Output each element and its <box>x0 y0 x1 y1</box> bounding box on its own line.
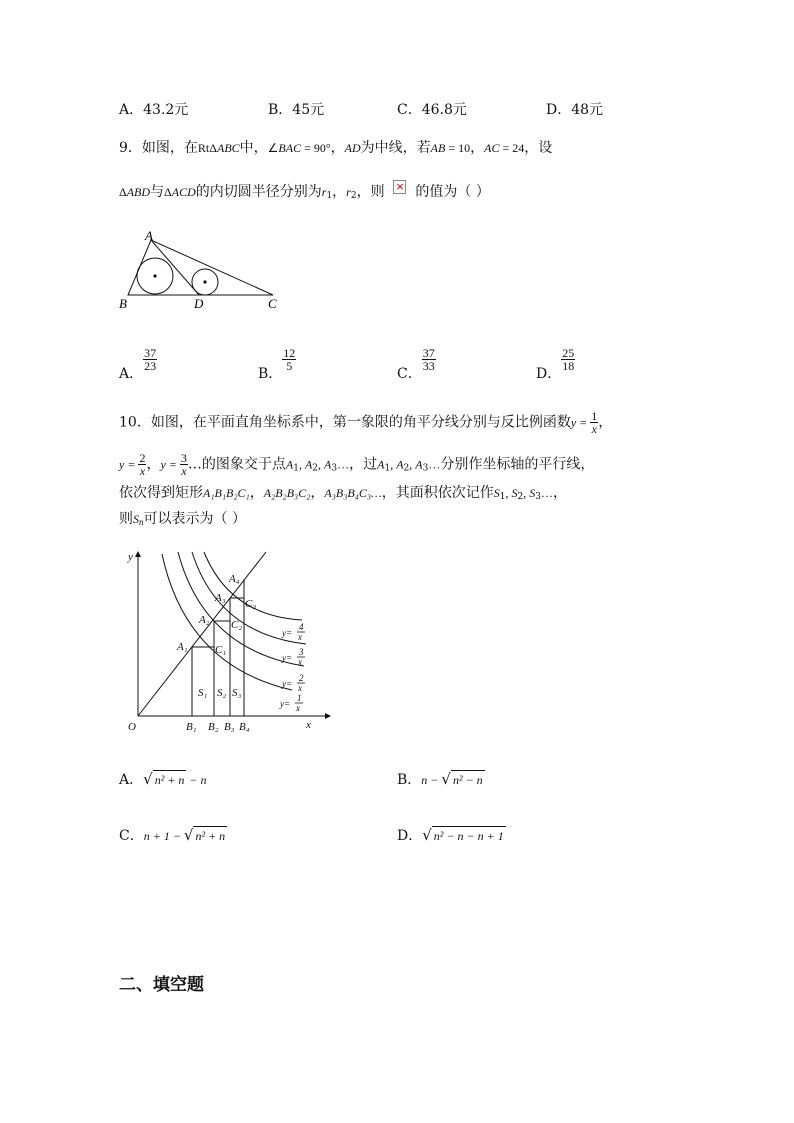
q10-line2: y = $\frac{2}{x}$ ，y = $\frac{3}{x}$ …的图象交于点$A_1$, $A_2$, $A_3\dots$，过$A_1$, $A_2$, $A_3\dots$分别作坐标轴的平行线， <box>119 451 595 478</box>
q9-line1: 9．如图，在RtΔABC中，∠BAC = 90°，AD为中线，若AB = 10，AC = 24，设 <box>119 140 553 156</box>
section-heading: 二、填空题 <box>119 975 204 995</box>
label-y: y <box>128 551 133 563</box>
label-o: O <box>128 721 136 733</box>
curve-label-1-num: 1 <box>297 693 302 703</box>
q8-option-c: C．46.8元 <box>397 102 467 118</box>
q10-option-c: C．n + 1 − √ n² + n <box>119 826 226 844</box>
q8-option-d: D．48元 <box>546 102 604 118</box>
label-a: A <box>145 228 153 243</box>
curve-label-3-num: 3 <box>299 647 304 657</box>
label-c1: C₁ <box>215 644 227 656</box>
label-c3: C₃ <box>245 598 257 610</box>
curve-label-2-lhs: y= <box>282 679 293 689</box>
q10-line4: 则$S_n$可以表示为（ ） <box>119 511 246 527</box>
q9-option-b: B． $\frac{12}{5}$ <box>258 346 296 382</box>
q9-option-c: C． $\frac{37}{33}$ <box>397 346 435 382</box>
label-c2: C₂ <box>231 619 243 631</box>
label-s3: S₃ <box>232 687 242 699</box>
curve-label-2-num: 2 <box>299 673 304 683</box>
curve-label-1-lhs: y= <box>280 699 291 709</box>
label-b2: B₂ <box>208 721 219 733</box>
label-b3: B₃ <box>224 721 235 733</box>
median-ad <box>151 240 199 295</box>
q9-option-d: D． $\frac{25}{18}$ <box>536 346 575 382</box>
label-s2: S₂ <box>217 687 227 699</box>
triangle-abc <box>128 240 273 295</box>
label-a4: A₄ <box>229 573 240 585</box>
q8-option-b: B．45元 <box>268 102 325 118</box>
curve-label-2-den: x <box>298 683 302 693</box>
label-b4: B₄ <box>239 721 250 733</box>
label-a3: A₃ <box>215 592 226 604</box>
label-b: B <box>119 296 127 311</box>
curve-label-4-den: x <box>298 632 302 642</box>
curve-y2x <box>178 552 304 666</box>
q9-triangle-figure <box>116 228 286 312</box>
q9-line2: ΔABD与ΔACD的内切圆半径分别为$r_1$，$r_2$，则 × 的值为（ ） <box>119 180 490 205</box>
label-s1: S₁ <box>198 687 208 699</box>
curve-label-3-lhs: y= <box>282 653 293 663</box>
label-b1: B₁ <box>186 721 197 733</box>
q10-coordinate-figure <box>116 546 336 736</box>
q9-option-a: A． $\frac{37}{23}$ <box>119 346 157 382</box>
q10-line3: 依次得到矩形A₁B₁B₂C₁，A₂B₂B₃C₂，A₃B₃B₄C₃…，其面积依次记作$S_1$, $S_2$, $S_3\dots$， <box>119 485 567 502</box>
curve-y1x <box>162 554 292 690</box>
label-c: C <box>268 296 277 311</box>
q10-option-b: B．n − √ n² − n <box>397 770 483 788</box>
q10-option-a: A．√ n² + n − n <box>119 770 207 788</box>
label-a1: A₁ <box>177 641 188 653</box>
curve-label-1-den: x <box>296 703 300 713</box>
label-d: D <box>194 296 204 311</box>
q8-option-a: A．43.2元 <box>119 102 189 118</box>
q10-line1: 10．如图，在平面直角坐标系中，第一象限的角平分线分别与反比例函数y = $\frac{1}{x}$ ， <box>119 409 613 436</box>
label-x: x <box>306 719 311 731</box>
q10-option-d: D．√ n² − n − n + 1 <box>397 826 504 844</box>
curve-label-4-num: 4 <box>299 622 304 632</box>
curve-label-4-lhs: y= <box>282 628 293 638</box>
broken-image-icon <box>393 180 406 194</box>
label-a2: A₂ <box>199 614 210 626</box>
curve-label-3-den: x <box>298 657 302 667</box>
